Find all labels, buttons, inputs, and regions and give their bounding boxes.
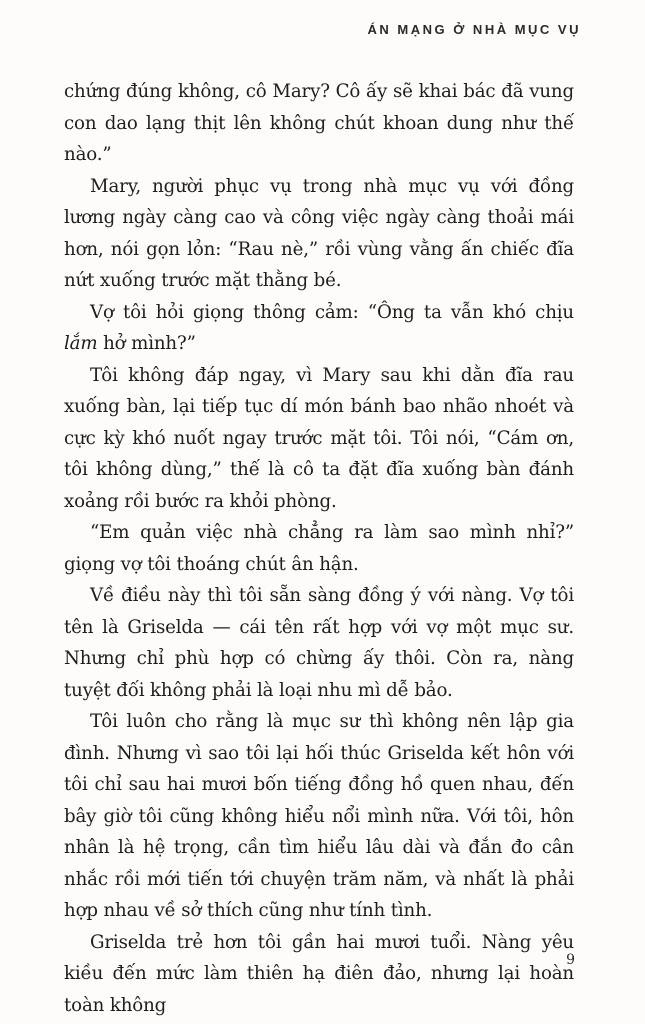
paragraph: Griselda trẻ hơn tôi gần hai mươi tuổi. Nàng yêu kiều đến mức làm thiên hạ điên đảo, nhưng lại hoàn toàn không xyxy=(64,931,574,1016)
paragraph: Về điều này thì tôi sẵn sàng đồng ý với nàng. Vợ tôi tên là Griselda — cái tên rất hợp với vợ một mục sư. Nhưng chỉ phù hợp có chừng ấy thôi. Còn ra, nàng tuyệt đối không phải là loại nhu mì dễ bảo. xyxy=(64,585,574,701)
paragraph: Tôi không đáp ngay, vì Mary sau khi dằn đĩa rau xuống bàn, lại tiếp tục dí món bánh bao nhão nhoét và cực kỳ khó nuốt ngay trước mặt tôi. Tôi nói, “Cám ơn, tôi không dùng,” thế là cô ta đặt đĩa xuống bàn đánh xoảng rồi bước ra khỏi phòng. xyxy=(64,364,574,512)
paragraph-text: Vợ tôi hỏi giọng thông cảm: “Ông ta vẫn khó chịu xyxy=(90,301,574,323)
paragraph: “Em quản việc nhà chẳng ra làm sao mình nhỉ?” giọng vợ tôi thoáng chút ân hận. xyxy=(64,522,574,575)
chapter-body xyxy=(64,76,574,1021)
paragraph: Tôi luôn cho rằng là mục sư thì không nên lập gia đình. Nhưng vì sao tôi lại hối thúc Griselda kết hôn với tôi chỉ sau hai mươi bốn tiếng đồng hồ quen nhau, đến bây giờ tôi cũng không hiểu nổi mình nữa. Với tôi, hôn nhân là hệ trọng, cần tìm hiểu lâu dài và đắn đo cân nhắc rồi mới tiến tới chuyện trăm năm, và nhất là phải hợp nhau về sở thích cũng như tính tình. xyxy=(64,711,574,921)
paragraph: chứng đúng không, cô Mary? Cô ấy sẽ khai bác đã vung con dao lạng thịt lên không chút khoan dung như thế nào.” xyxy=(64,81,574,165)
running-header: ÁN MẠNG Ở NHÀ MỤC VỤ xyxy=(367,22,581,37)
paragraph xyxy=(64,297,574,360)
paragraph-text: hở mình?” xyxy=(103,333,196,354)
paragraph: Mary, người phục vụ trong nhà mục vụ với đồng lương ngày càng cao và công việc ngày càng thoải mái hơn, nói gọn lỏn: “Rau nè,” rồi vùng vằng ấn chiếc đĩa nứt xuống trước mặt thằng bé. xyxy=(64,175,574,291)
page-number: 9 xyxy=(566,952,575,968)
emphasis-text: lắm xyxy=(64,333,98,354)
